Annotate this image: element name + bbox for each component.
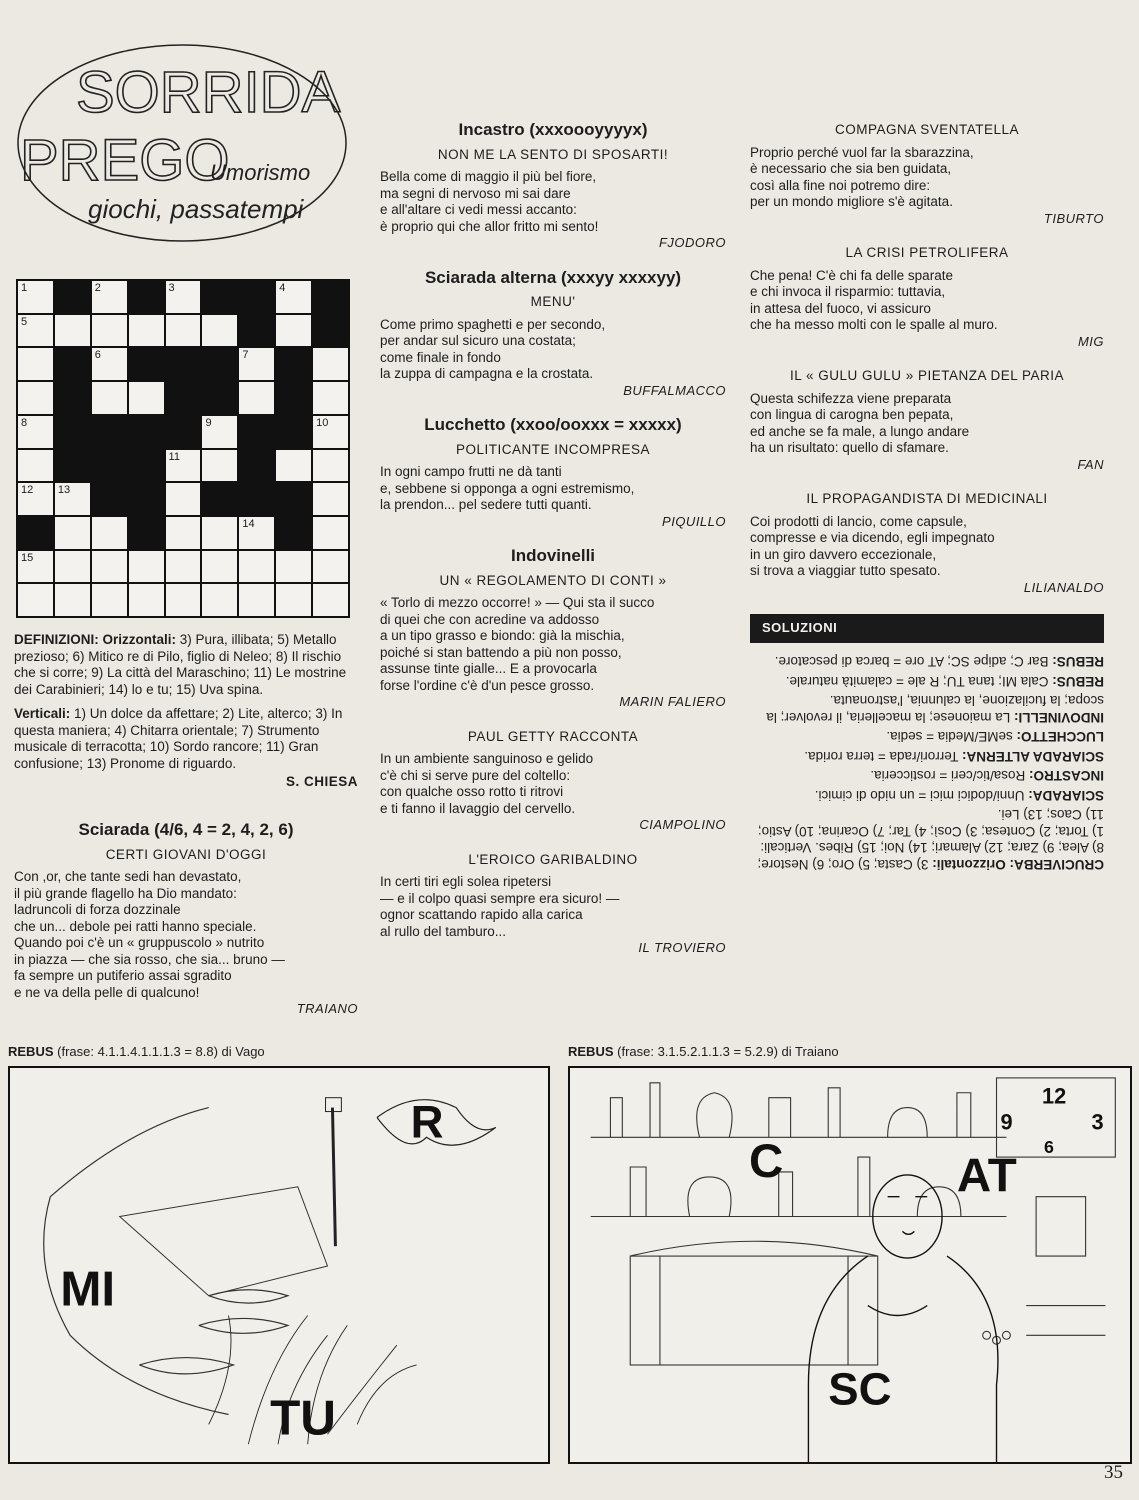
crossword-black-cell xyxy=(313,315,348,347)
crossword-black-cell xyxy=(276,348,311,380)
puzzle-subtitle: PAUL GETTY RACCONTA xyxy=(467,728,639,744)
crossword-cell-number: 12 xyxy=(21,484,34,497)
puzzle-author: CIAMPOLINO xyxy=(639,817,726,832)
puzzle-block xyxy=(380,417,726,530)
crossword-cell-number: 4 xyxy=(279,282,286,294)
puzzle-block xyxy=(750,491,1104,596)
solutions-header: SOLUZIONI xyxy=(750,614,1104,643)
solution-text: La maionese; la macelleria, il revolver; la scopa; la fucilazione, la calunnia, l'astronauta. xyxy=(766,693,1104,725)
crossword-cell-number: 1 xyxy=(21,282,28,294)
crossword-cell xyxy=(166,517,201,549)
rebus1-letter-r: R xyxy=(410,1096,444,1148)
crossword-cell-number: 3 xyxy=(168,282,175,294)
crossword-black-cell xyxy=(129,281,164,313)
crossword-black-cell xyxy=(55,450,90,482)
crossword-cell xyxy=(239,517,274,549)
crossword-cell xyxy=(129,382,164,414)
puzzle-verse: « Torlo di mezzo occorre! » — Qui sta il succo di quei che con acredine va addosso a un tipo grasso e biondo: già la mischia, poiché si stan battendo a più non posso, assunse tinte gialle... E a provocarla forse l'ordine c'è d'un pesce grosso. xyxy=(380,595,655,693)
solution-item xyxy=(750,728,1104,745)
crossword-cell xyxy=(239,382,274,414)
crossword-cell-number: 6 xyxy=(94,349,101,362)
crossword-cell-number: 5 xyxy=(21,315,28,328)
crossword-cell-number: 13 xyxy=(57,484,71,497)
crossword-black-cell xyxy=(239,281,274,313)
crossword-cell xyxy=(18,584,53,616)
crossword-cell xyxy=(18,348,53,380)
crossword-black-cell xyxy=(313,281,348,313)
puzzle-subtitle: L'EROICO GARIBALDINO xyxy=(468,851,638,867)
crossword-cell xyxy=(55,584,90,616)
puzzle-author: TIBURTO xyxy=(1043,210,1104,226)
puzzle-subtitle: IL PROPAGANDISTA DI MEDICINALI xyxy=(806,491,1048,506)
crossword-black-cell xyxy=(202,348,237,380)
puzzle-block xyxy=(380,267,726,400)
crossword-cell-number: 15 xyxy=(21,551,34,564)
puzzle-block xyxy=(750,368,1104,473)
solution-text: Unni/dodici mici = un nido di cimici. xyxy=(814,787,1029,803)
crossword-cell xyxy=(55,517,90,549)
puzzle-verse: Proprio perché vuol far la sbarazzina, è necessario che sia ben guidata, così alla fine noi potremo dire: per un mondo migliore s'è agitata. xyxy=(750,144,974,209)
solution-label: CRUCIVERBA: Orizzontali: xyxy=(932,856,1104,872)
crossword-cell xyxy=(202,315,237,347)
crossword-cell xyxy=(313,551,348,583)
crossword-black-cell xyxy=(202,382,237,414)
crossword-black-cell xyxy=(18,517,53,549)
puzzle-author: MARIN FALIERO xyxy=(619,694,726,709)
crossword-black-cell xyxy=(55,416,90,448)
puzzle-author: BUFFALMACCO xyxy=(623,382,726,398)
crossword-cell xyxy=(202,584,237,616)
puzzle-verse: Bella come di maggio il più bel fiore, ma segni di nervoso mi sai dare e all'altare ci vedi messi accanto: è proprio qui che allor fritto mi sento! xyxy=(380,169,599,234)
crossword-cell xyxy=(129,551,164,583)
crossword-cell xyxy=(313,584,348,616)
solution-text: Terrori/rada = terra rorida. xyxy=(804,748,962,764)
crossword-cell-number: 10 xyxy=(316,416,329,429)
puzzle-author: IL TROVIERO xyxy=(638,940,726,955)
sciarada-title: Sciarada (4/6, 4 = 2, 4, 2, 6) xyxy=(78,820,294,839)
puzzle-author: PIQUILLO xyxy=(662,513,726,529)
solution-label: SCIARADA: xyxy=(1028,787,1104,803)
solution-label: SCIARADA ALTERNA: xyxy=(962,748,1104,764)
puzzle-verse: In certi tiri egli solea ripetersi — e il colpo quasi sempre era sicuro! — ognor scattando rapido alla carica al rullo del tamburo... xyxy=(380,874,620,939)
crossword-grid xyxy=(16,279,350,618)
crossword-black-cell xyxy=(276,483,311,515)
crossword-cell xyxy=(18,483,53,515)
rebus1-caption-text: (frase: 4.1.1.4.1.1.1.3 = 8.8) di Vago xyxy=(53,1044,265,1059)
puzzle-subtitle: MENU' xyxy=(530,294,576,309)
crossword-cell xyxy=(18,551,53,583)
solution-item xyxy=(750,786,1104,803)
puzzle-author: LILIANALDO xyxy=(1023,579,1104,595)
page-number: 35 xyxy=(1104,1462,1123,1483)
crossword-cell xyxy=(166,483,201,515)
crossword-cell xyxy=(202,450,237,482)
crossword-cell xyxy=(92,348,127,380)
puzzles-column-3 xyxy=(750,122,1104,875)
puzzle-author: FJODORO xyxy=(658,235,726,250)
puzzle-block xyxy=(380,729,726,834)
crossword-cell xyxy=(313,348,348,380)
masthead-line1: SORRIDA xyxy=(76,60,341,125)
rebus2-clock-6: 6 xyxy=(1044,1137,1054,1158)
solution-item xyxy=(750,747,1104,764)
puzzles-column-2 xyxy=(380,122,726,975)
puzzle-subtitle: POLITICANTE INCOMPRESA xyxy=(455,441,651,457)
solution-item xyxy=(750,653,1104,670)
crossword-cell xyxy=(313,382,348,414)
solution-label: INCASTRO: xyxy=(1029,768,1104,783)
crossword-black-cell xyxy=(55,348,90,380)
crossword-cell xyxy=(166,315,201,347)
rebus2-letter-sc: SC xyxy=(828,1363,892,1415)
solution-text: Bar C; adipe SC; AT ore = barca di pescatore. xyxy=(774,654,1053,669)
solution-item xyxy=(750,806,1104,872)
crossword-cell xyxy=(55,315,90,347)
crossword-black-cell xyxy=(202,483,237,515)
crossword-cell xyxy=(239,551,274,583)
crossword-black-cell xyxy=(202,281,237,313)
crossword-cell xyxy=(92,315,127,347)
crossword-cell xyxy=(276,281,311,313)
puzzle-block xyxy=(380,122,726,252)
crossword-cell-number: 8 xyxy=(21,416,28,429)
crossword-black-cell xyxy=(276,517,311,549)
crossword-cell xyxy=(92,281,127,313)
puzzle-title: Sciarada alterna (xxxyy xxxxyy) xyxy=(424,267,682,287)
orizzontali-text: 3) Pura, illibata; 5) Metallo prezioso; 6) Mitico re di Pilo, figlio di Neleo; 8) Il rischio che si corre; 9) La città del Maraschino; 11) Le mostrine dei Carabinieri; 14) lo e tu; 15) Uva spina. xyxy=(14,632,347,697)
crossword-black-cell xyxy=(129,517,164,549)
crossword-cell xyxy=(202,416,237,448)
solution-text: Cala MI; tana TU; R ale = calamità naturale. xyxy=(785,673,1053,689)
crossword-black-cell xyxy=(276,416,311,448)
puzzle-verse: Questa schifezza viene preparata con lingua di carogna ben pepata, ed anche se fa male, a lungo andare ha un risultato: quello di sfamare. xyxy=(750,390,970,455)
orizzontali-label: DEFINIZIONI: Orizzontali: xyxy=(14,632,176,647)
crossword-black-cell xyxy=(92,450,127,482)
definitions-author: S. CHIESA xyxy=(285,774,358,789)
rebus1-label: REBUS xyxy=(8,1044,54,1059)
puzzle-subtitle: UN « REGOLAMENTO DI CONTI » xyxy=(439,572,667,588)
puzzle-block xyxy=(380,852,726,957)
crossword-black-cell xyxy=(129,483,164,515)
crossword-black-cell xyxy=(166,382,201,414)
solution-text: Rosa/tic/ceri = rosticceria. xyxy=(870,768,1029,783)
sciarada-verse: Con ,or, che tante sedi han devastato, il più grande flagello ha Dio mandato: ladruncoli di forza dozzinale che un... debole pei ratti hanno speciale. Quando poi c'è un « gruppuscolo » nutrito in piazza — che sia rosso, che sia... bruno — fa sempre un putiferio assai sgradito e ne va della pelle di qualcuno! xyxy=(14,869,285,1000)
puzzle-subtitle: LA CRISI PETROLIFERA xyxy=(845,245,1009,260)
crossword-black-cell xyxy=(92,483,127,515)
crossword-cell xyxy=(18,315,53,347)
crossword-cell xyxy=(166,450,201,482)
rebus2-clock-9: 9 xyxy=(1000,1109,1013,1135)
crossword-cell-number: 2 xyxy=(94,282,101,294)
sciarada-subtitle: CERTI GIOVANI D'OGGI xyxy=(105,846,267,862)
crossword-cell xyxy=(276,584,311,616)
puzzle-title: Indovinelli xyxy=(510,546,596,565)
puzzle-verse: In ogni campo frutti ne dà tanti e, sebbene si opponga a ogni estremismo, la prendon... pel sedere tutti quanti. xyxy=(380,464,635,512)
crossword-cell xyxy=(239,584,274,616)
puzzle-title: Incastro (xxxoooyyyyx) xyxy=(458,120,648,139)
crossword-black-cell xyxy=(239,483,274,515)
crossword-cell xyxy=(129,584,164,616)
crossword-cell xyxy=(276,450,311,482)
rebus2-caption xyxy=(568,1044,839,1059)
crossword-cell xyxy=(18,281,53,313)
puzzle-block xyxy=(380,548,726,711)
crossword-black-cell xyxy=(166,348,201,380)
crossword-cell xyxy=(166,584,201,616)
crossword-cell xyxy=(18,416,53,448)
crossword-cell xyxy=(276,315,311,347)
puzzle-author: MIG xyxy=(1077,333,1104,349)
crossword-black-cell xyxy=(129,416,164,448)
rebus2-label: REBUS xyxy=(568,1044,614,1059)
crossword-cell xyxy=(55,483,90,515)
crossword-cell xyxy=(92,517,127,549)
crossword-black-cell xyxy=(239,450,274,482)
rebus2-caption-text: (frase: 3.1.5.2.1.1.3 = 5.2.9) di Traiano xyxy=(613,1044,839,1059)
crossword-black-cell xyxy=(239,315,274,347)
crossword-cell xyxy=(166,551,201,583)
masthead xyxy=(14,40,350,246)
rebus2-letter-at: AT xyxy=(956,1149,1017,1203)
solution-item xyxy=(750,672,1104,689)
rebus2-letter-c: C xyxy=(749,1134,784,1188)
solution-label: REBUS: xyxy=(1052,654,1104,669)
puzzle-subtitle: IL « GULU GULU » PIETANZA DEL PARIA xyxy=(789,368,1065,383)
rebus2-clock-12: 12 xyxy=(1042,1083,1067,1109)
crossword-black-cell xyxy=(55,382,90,414)
rebus1-letter-tu: TU xyxy=(270,1390,337,1446)
masthead-line3: giochi, passatempi xyxy=(88,194,304,224)
crossword-cell xyxy=(313,483,348,515)
crossword-black-cell xyxy=(129,348,164,380)
rebus2-clock-3: 3 xyxy=(1091,1109,1104,1135)
crossword-cell xyxy=(239,348,274,380)
crossword-cell xyxy=(18,382,53,414)
puzzle-verse: Coi prodotti di lancio, come capsule, compresse e via dicendo, egli impegnato in un giro davvero eccezionale, si trova a viaggiar tutto spesato. xyxy=(750,513,995,578)
masthead-line2-suffix: Umorismo xyxy=(210,160,311,185)
solutions-upside-down xyxy=(750,653,1104,872)
solution-label: INDOVINELLI: xyxy=(1014,709,1104,725)
puzzle-verse: In un ambiente sanguinoso e gelido c'è chi si serve pure del coltello: con qualche osso rotto ti ritrovi e ti fanno il lavaggio del cervello. xyxy=(380,751,594,816)
crossword-cell xyxy=(92,382,127,414)
crossword-cell-number: 9 xyxy=(205,416,212,429)
crossword-cell xyxy=(313,450,348,482)
crossword-cell xyxy=(18,450,53,482)
crossword-black-cell xyxy=(239,416,274,448)
puzzle-author: FAN xyxy=(1077,456,1104,472)
masthead-logo xyxy=(14,40,350,246)
crossword-cell xyxy=(276,551,311,583)
puzzle-verse: Come primo spaghetti e per secondo, per andar sul sicuro una costata; come finale in fondo la zuppa di campagna e la crostata. xyxy=(380,316,606,381)
rebus2-illustration xyxy=(568,1066,1132,1464)
crossword-cell xyxy=(92,551,127,583)
rebus1-illustration xyxy=(8,1066,550,1464)
solution-label: REBUS: xyxy=(1052,673,1104,689)
puzzle-verse: Che pena! C'è chi fa delle sparate e chi invoca il risparmio: tuttavia, in attesa del fuoco, vi assicuro che ha messo molti con le spalle al muro. xyxy=(750,267,998,332)
crossword-cell xyxy=(129,315,164,347)
crossword-cell xyxy=(202,551,237,583)
crossword-cell-number: 11 xyxy=(168,450,180,463)
solution-item xyxy=(750,692,1104,725)
puzzle-block xyxy=(750,122,1104,227)
verticali-text: 1) Un dolce da affettare; 2) Lite, alterco; 3) In questa maniera; 4) Chitarra orientale; 7) Strumento musicale di terracotta; 10) Sordo rancore; 11) Gran confusione; 13) Pronome di riguardo. xyxy=(14,706,343,771)
crossword-black-cell xyxy=(92,416,127,448)
solution-item xyxy=(750,767,1104,784)
puzzle-block xyxy=(750,245,1104,350)
solution-label: LUCCHETTO: xyxy=(1016,729,1104,744)
crossword-cell-number: 7 xyxy=(242,349,249,362)
rebus1-caption xyxy=(8,1044,265,1059)
crossword-cell xyxy=(55,551,90,583)
crossword-cell xyxy=(313,416,348,448)
puzzle-title: Lucchetto (xxoo/ooxxx = xxxxx) xyxy=(424,415,682,434)
rebus1-letter-mi: MI xyxy=(60,1261,116,1317)
crossword-cell xyxy=(313,517,348,549)
crossword-definitions xyxy=(14,632,358,791)
crossword-black-cell xyxy=(276,382,311,414)
solution-text: 3) Casta; 5) Oro; 6) Nestore; 8) Alea; 9) Zara; 12) Alamari; 14) Noi; 15) Ribes. Verticali: 1) Torta; 2) Contesa; 3) Così; 4) Tar; 7) Ocarina; 10) Astio; 11) Caos; 13) Lei. xyxy=(757,807,1104,872)
crossword-black-cell xyxy=(166,416,201,448)
crossword-cell xyxy=(202,517,237,549)
crossword-cell xyxy=(92,584,127,616)
solution-text: seME/Media = sedia. xyxy=(886,729,1017,744)
puzzle-subtitle: COMPAGNA SVENTATELLA xyxy=(834,122,1020,137)
crossword-black-cell xyxy=(55,281,90,313)
crossword-cell-number: 14 xyxy=(242,517,255,530)
verticali-label: Verticali: xyxy=(14,706,71,721)
sciarada-block xyxy=(14,822,358,1018)
sciarada-author: TRAIANO xyxy=(296,1001,358,1016)
puzzle-subtitle: NON ME LA SENTO DI SPOSARTI! xyxy=(437,146,669,162)
crossword-cell xyxy=(166,281,201,313)
masthead-line2: PREGO xyxy=(20,128,230,193)
crossword-black-cell xyxy=(129,450,164,482)
